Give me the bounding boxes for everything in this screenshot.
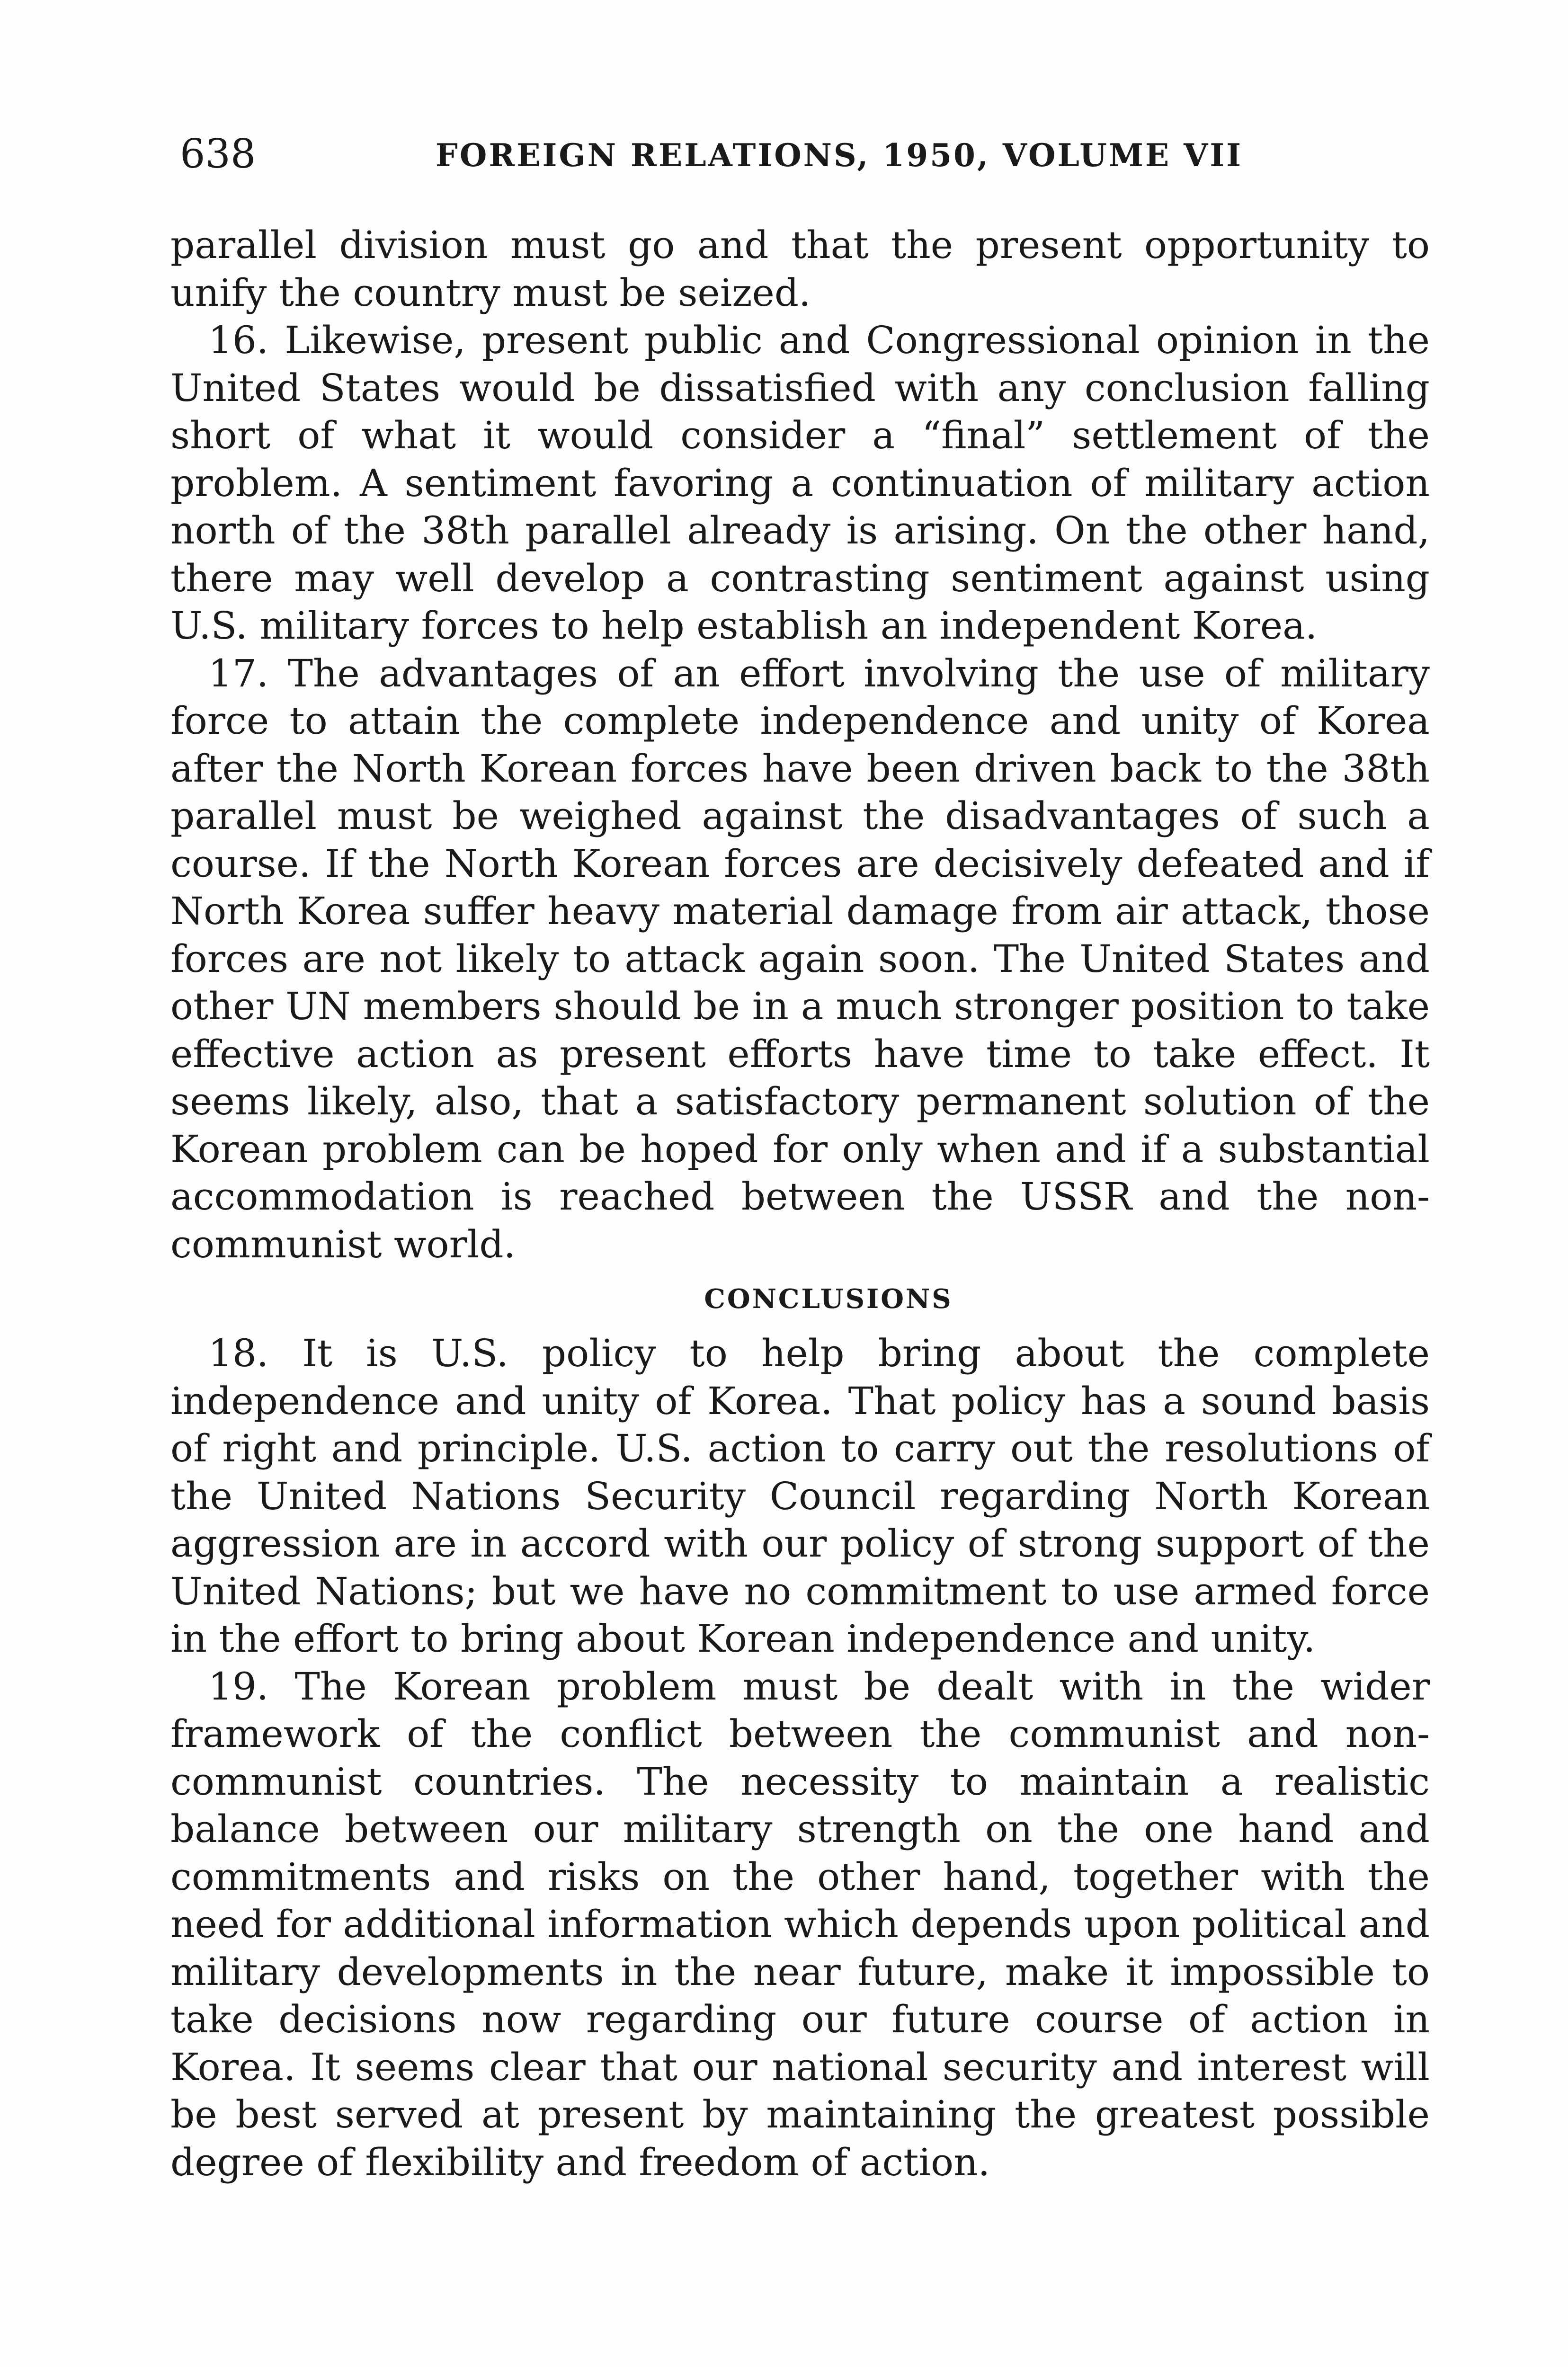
paragraph-continued: parallel division must go and that the present opportunity to unify the country must be seized. [170, 223, 1430, 315]
paragraph-18: 18. It is U.S. policy to help bring about the complete independence and unity of Korea. That policy has a sound basis of right and principle. U.S. action to carry out the resolutions of the United Nations Security Council regarding North Korean aggression are in accord with our policy of strong support of the United Nations; but we have no commitment to use armed force in the effort to bring about Korean independence and unity. [170, 1331, 1430, 1661]
page-number: 638 [180, 131, 256, 177]
page-header [180, 128, 1434, 180]
running-head: FOREIGN RELATIONS, 1950, VOLUME VII [436, 137, 1243, 174]
conclusions-heading: CONCLUSIONS [704, 1283, 953, 1315]
paragraph-19: 19. The Korean problem must be dealt with in the wider framework of the conflict between the communist and non-communist countries. The necessity to maintain a realistic balance between our military strength on the one hand and commitments and risks on the other hand, together with the need for additional information which depends upon political and military developments in the near future, make it impossible to take decisions now regarding our future course of action in Korea. It seems clear that our national security and interest will be best served at present by maintaining the greatest possible degree of flexibility and freedom of action. [170, 1664, 1430, 2184]
paragraph-17: 17. The advantages of an effort involving the use of military force to attain the complete independence and unity of Korea after the North Korean forces have been driven back to the 38th parallel must be weighed against the disadvantages of such a course. If the North Korean forces are decisively defeated and if North Korea suffer heavy material damage from air attack, those forces are not likely to attack again soon. The United States and other UN members should be in a much stronger position to take effective action as present efforts have time to take effect. It seems likely, also, that a satisfactory permanent solution of the Korean problem can be hoped for only when and if a substantial accommodation is reached between the USSR and the non-communist world. [170, 651, 1430, 1266]
paragraph-16: 16. Likewise, present public and Congressional opinion in the United States would be dissatisfied with any conclusion falling short of what it would consider a “final” settlement of the problem. A sentiment favoring a continuation of military action north of the 38th parallel already is arising. On the other hand, there may well develop a contrasting sentiment against using U.S. military forces to help establish an independent Korea. [170, 318, 1430, 648]
body-text [170, 222, 1430, 2186]
